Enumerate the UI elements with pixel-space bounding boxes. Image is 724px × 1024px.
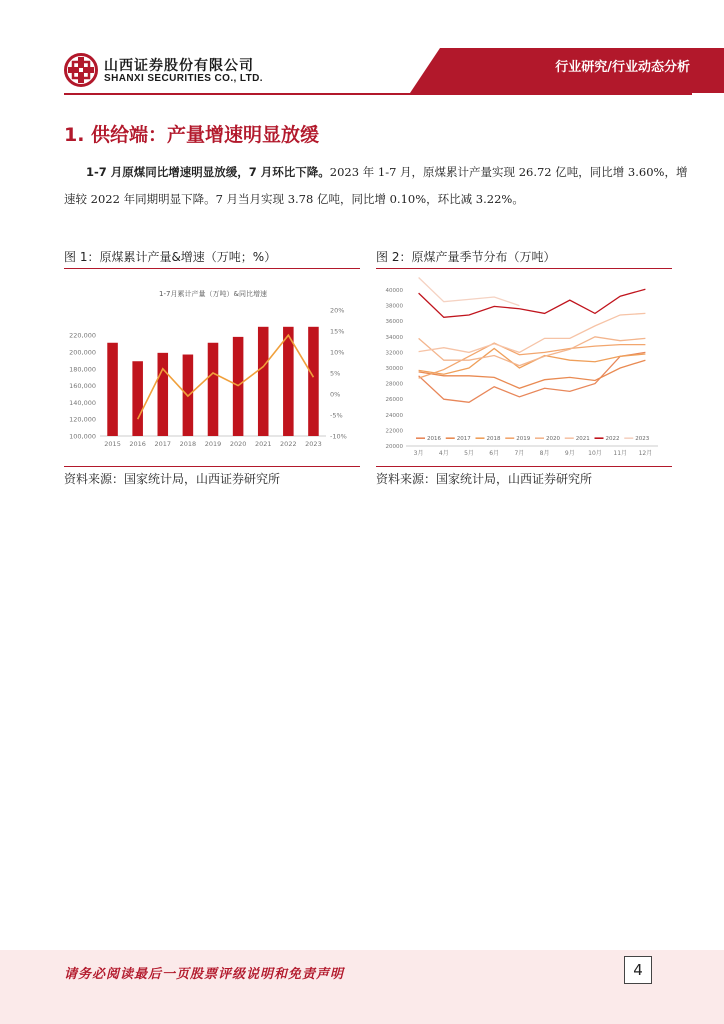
- company-logo-icon: [64, 53, 98, 87]
- chart-1-ytick-right: 0%: [330, 390, 341, 399]
- chart-2-ytick: 40000: [385, 288, 403, 294]
- page-header: [0, 0, 724, 100]
- chart-2-xtick: 11月: [613, 450, 628, 457]
- chart-2-ytick: 32000: [385, 350, 403, 357]
- chart-1-bar: [132, 361, 143, 436]
- chart-1-ytick-right: 5%: [330, 369, 341, 378]
- chart-1-ytick-right: 20%: [330, 306, 345, 315]
- page-number: 4: [624, 956, 652, 984]
- figure-2-chart: [376, 276, 672, 464]
- footer-disclaimer: 请务必阅读最后一页股票评级说明和免责声明: [64, 967, 345, 982]
- chart-1-ytick-left: 180,000: [69, 365, 96, 374]
- chart-1-bar: [258, 327, 269, 436]
- figure-2-top-rule: [376, 268, 672, 269]
- chart-1-title: 1-7月累计产量（万吨）&同比增速: [159, 290, 267, 298]
- chart-2-series-line: [419, 278, 520, 306]
- chart-2-xtick: 4月: [438, 450, 449, 457]
- figure-1-source: 资料来源：国家统计局，山西证券研究所: [64, 472, 281, 486]
- footer-band: [0, 950, 724, 1024]
- chart-2-legend-label: 2020: [546, 436, 560, 443]
- chart-2-legend-label: 2018: [486, 436, 501, 443]
- header-divider: [64, 93, 692, 95]
- chart-1-ytick-left: 100,000: [69, 432, 96, 441]
- chart-1-xtick: 2018: [179, 440, 197, 448]
- chart-2-xtick: 10月: [588, 450, 602, 457]
- chart-1-bar: [308, 327, 319, 436]
- chart-2-legend-label: 2023: [635, 436, 650, 443]
- chart-1-ytick-left: 200,000: [69, 348, 96, 357]
- chart-2-xtick: 8月: [539, 450, 550, 457]
- figure-1-top-rule: [64, 268, 360, 269]
- chart-2-legend-label: 2019: [516, 436, 531, 443]
- chart-2-ytick: 38000: [385, 303, 403, 310]
- figure-2-bottom-rule: [376, 466, 672, 467]
- chart-2-legend-label: 2017: [456, 436, 471, 443]
- chart-2-ytick: 22000: [385, 428, 403, 435]
- figure-1-bottom-rule: [64, 466, 360, 467]
- chart-2-xtick: 6月: [489, 450, 500, 457]
- chart-1-xtick: 2016: [129, 440, 146, 448]
- chart-2-ytick: 26000: [385, 397, 403, 404]
- chart-2-legend-label: 2016: [427, 436, 441, 443]
- chart-1-ytick-right: 10%: [330, 348, 345, 357]
- chart-2-xtick: 3月: [413, 450, 424, 457]
- chart-1-ytick-right: -5%: [330, 411, 343, 420]
- figure-2-source: 资料来源：国家统计局，山西证券研究所: [376, 472, 593, 486]
- figure-1-chart: [64, 276, 360, 464]
- chart-1-xtick: 2022: [280, 440, 297, 448]
- figure-2-title: 图 2：原煤产量季节分布（万吨）: [376, 250, 556, 264]
- chart-1-ytick-left: 140,000: [69, 398, 96, 407]
- chart-2-xtick: 5月: [464, 450, 474, 457]
- chart-1-bar: [283, 327, 294, 436]
- chart-2-xtick: 7月: [514, 450, 525, 457]
- chart-1-xtick: 2020: [229, 440, 247, 448]
- chart-2-ytick: 34000: [385, 334, 403, 341]
- chart-2-series-line: [419, 313, 646, 352]
- chart-2-ytick: 36000: [385, 319, 403, 326]
- chart-1-ytick-left: 120,000: [69, 415, 96, 424]
- chart-1-bar: [107, 343, 118, 436]
- chart-2-xtick: 9月: [564, 450, 575, 457]
- chart-2-legend-label: 2021: [575, 436, 590, 443]
- report-category: 行业研究/行业动态分析: [555, 60, 690, 75]
- chart-1-xtick: 2023: [305, 440, 322, 448]
- chart-1-xtick: 2021: [254, 440, 272, 448]
- paragraph-body: 2023 年 1-7 月，原煤累计产量实现 26.72 亿吨，同比增 3.60%，增速较 2022 年同期明显下降。7 月当月实现 3.78 亿吨，同比增 0.10%，环比减 3.22%。: [64, 165, 688, 206]
- chart-2-series-line: [419, 289, 646, 317]
- chart-2-ytick: 24000: [385, 412, 403, 419]
- chart-1-ytick-right: 15%: [330, 327, 345, 336]
- chart-1-ytick-left: 220,000: [69, 331, 96, 340]
- chart-1-ytick-left: 160,000: [69, 382, 96, 391]
- chart-1-xtick: 2017: [154, 440, 172, 448]
- chart-1-xtick: 2019: [204, 440, 222, 448]
- chart-1-xtick: 2015: [104, 440, 121, 448]
- paragraph-lead: 1-7 月原煤同比增速明显放缓，7 月环比下降。: [86, 165, 330, 179]
- figure-1-title: 图 1：原煤累计产量&增速（万吨；%）: [64, 250, 277, 264]
- chart-2-series-line: [419, 337, 646, 366]
- chart-2-ytick: 20000: [385, 444, 403, 450]
- chart-1-bar: [158, 353, 169, 436]
- company-name-cn: 山西证券股份有限公司: [104, 58, 254, 74]
- body-paragraph: [64, 159, 690, 213]
- chart-2-xtick: 12月: [638, 450, 653, 457]
- chart-2-ytick: 28000: [385, 381, 403, 388]
- section-title: 1. 供给端：产量增速明显放缓: [64, 124, 320, 146]
- chart-1-ytick-right: -10%: [330, 432, 347, 441]
- chart-1-bar: [208, 343, 219, 436]
- chart-2-ytick: 30000: [385, 366, 403, 372]
- chart-2-legend-label: 2022: [605, 436, 620, 443]
- company-name-en: SHANXI SECURITIES CO., LTD.: [104, 73, 263, 84]
